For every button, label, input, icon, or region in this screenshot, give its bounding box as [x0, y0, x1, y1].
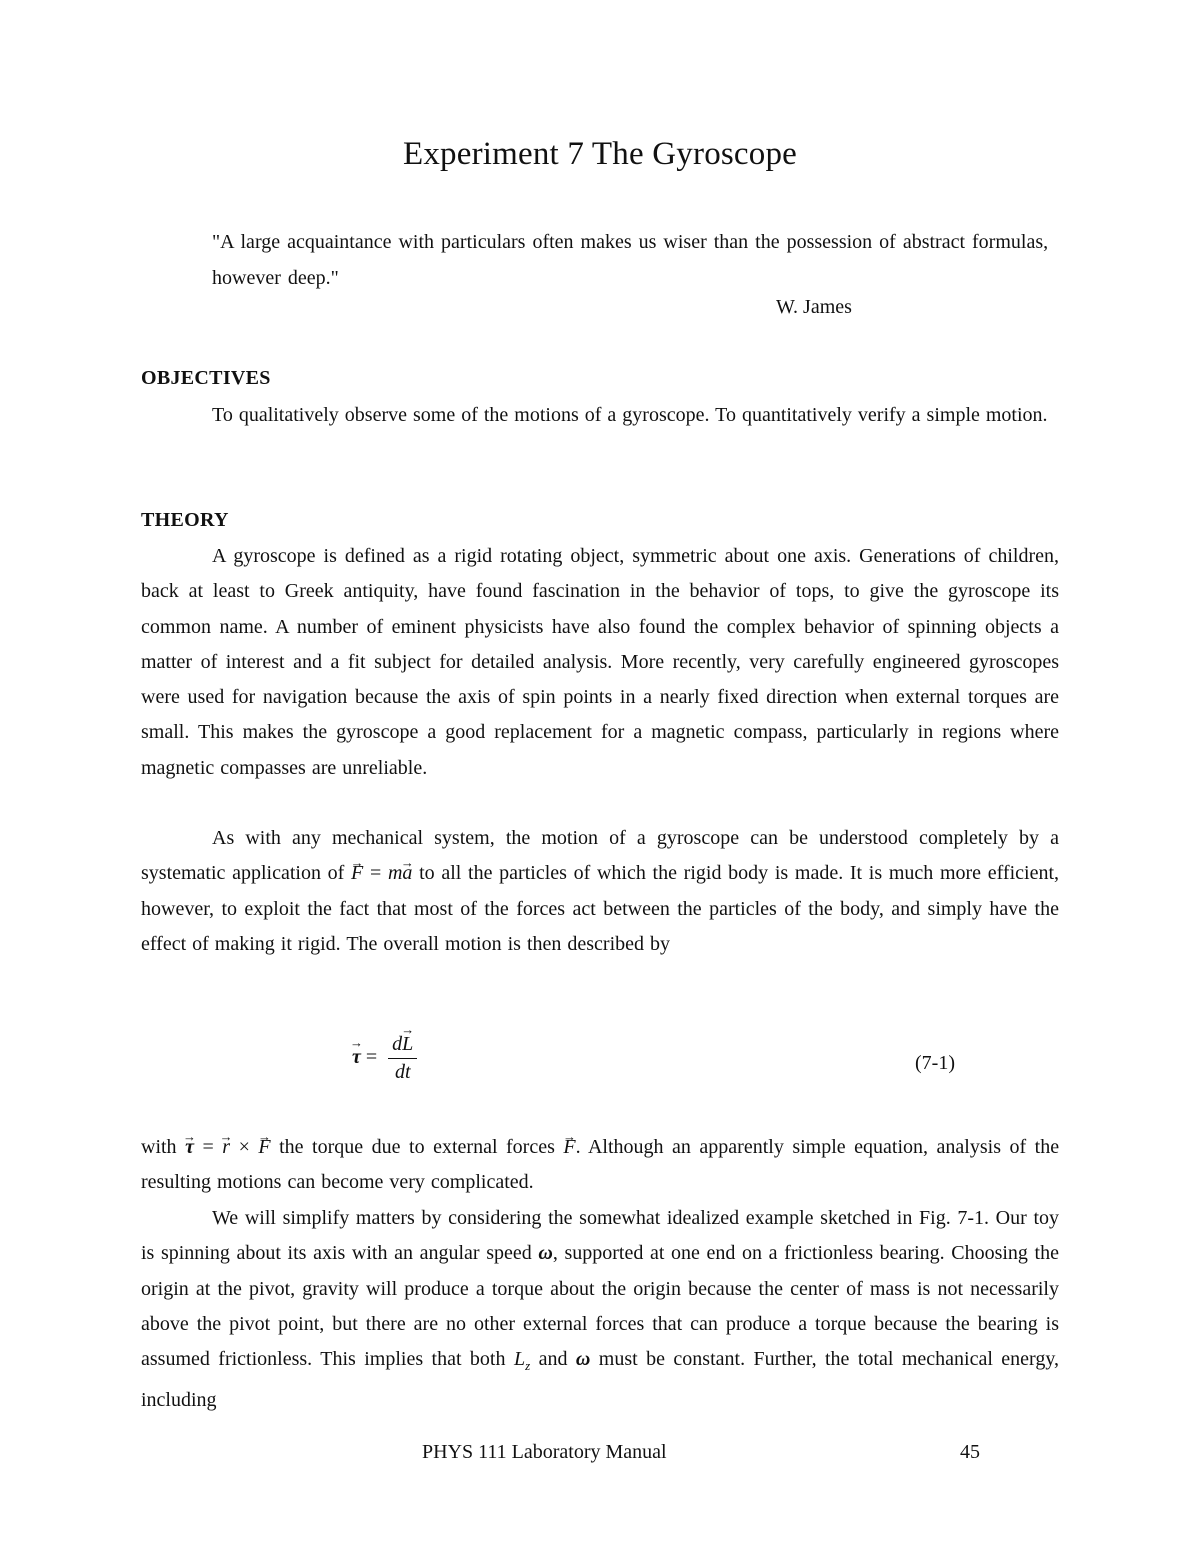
page-title: Experiment 7 The Gyroscope [402, 136, 798, 172]
theory-paragraph-1 [141, 539, 1059, 786]
torque-equals: = [202, 1136, 214, 1158]
objectives-text: To qualitatively observe some of the motions of a gyroscope. To quantitatively verify a simple motion. [212, 404, 1048, 426]
epigraph-author: W. James [776, 296, 852, 318]
equation-equals: = [365, 1046, 378, 1069]
derivative-fraction [388, 1033, 417, 1084]
omega-symbol-2: ω [575, 1348, 591, 1371]
external-force-vector: → F [563, 1130, 575, 1165]
fraction-numerator [388, 1033, 417, 1059]
theory-paragraph-3 [141, 1130, 1059, 1201]
theory-paragraph-2 [141, 821, 1059, 962]
theory-p2-text-a: As with any mechanical system, the motion of a gyroscope can be understood completely by a systematic application of [141, 827, 1059, 885]
cross-product-sign: × [238, 1136, 250, 1158]
objectives-paragraph [141, 398, 1059, 433]
theory-p3-text-b: the torque due to external forces [279, 1136, 555, 1158]
newton-law-formula [351, 862, 419, 884]
torque-vector: → τ [352, 1046, 361, 1069]
theory-p4-text-d: must be constant. Further, the total mechanical energy, including [141, 1348, 1060, 1412]
footer-page-number: 45 [960, 1441, 980, 1463]
acceleration-vector: → a [402, 856, 412, 891]
lz-symbol [513, 1348, 531, 1374]
theory-p3-text-a: with [141, 1136, 177, 1158]
differential-d: d [392, 1033, 403, 1055]
fraction-denominator: dt [394, 1061, 411, 1083]
theory-heading: THEORY [141, 509, 229, 531]
theory-p2-text-b: to all the particles of which the rigid body is made. It is much more efficient, however, to exploit the fact that most of the forces act between the particles of the body, and simply have the effect of making it rigid. The overall motion is then described by [141, 862, 1060, 955]
equation-number: (7-1) [915, 1052, 955, 1074]
lz-subscript: z [525, 1358, 531, 1374]
torque-vector-inline: → τ [185, 1130, 194, 1165]
objectives-heading: OBJECTIVES [141, 367, 271, 389]
force-vector: → F [351, 856, 363, 891]
theory-p4-text-c: and [538, 1348, 568, 1371]
mass-symbol: m [387, 862, 403, 885]
equals-sign: = [369, 862, 382, 885]
theory-p4-text-a: We will simplify matters by considering the somewhat idealized example sketched in Fig. 7-1. Our toy is spinning about its axis with an angular speed [141, 1207, 1059, 1265]
angular-momentum-vector: → L [402, 1033, 413, 1056]
theory-paragraph-4 [141, 1201, 1059, 1419]
equation-7-1 [352, 1033, 417, 1084]
theory-p1-text: A gyroscope is defined as a rigid rotating object, symmetric about one axis. Generations of children, back at least to Greek antiquity, have found fascination in the behavior of tops, to give the gyroscope its common name. A number of eminent physicists have also found the complex behavior of spinning objects a matter of interest and a fit subject for detailed analysis. More recently, very carefully engineered gyroscopes were used for navigation because the axis of spin points in a nearly fixed direction when external torques are small. This makes the gyroscope a good replacement for a magnetic compass, particularly in regions where magnetic compasses are unreliable. [141, 545, 1059, 779]
epigraph-quote: "A large acquaintance with particulars often makes us wiser than the possession of abstract formulas, however deep." [212, 231, 1049, 289]
position-vector: → r [222, 1130, 230, 1165]
omega-symbol: ω [538, 1242, 553, 1265]
theory-p3-text-c: . Although an apparently simple equation, analysis of the resulting motions can become very complicated. [141, 1136, 1060, 1194]
lz-base: L [513, 1348, 526, 1371]
footer-manual-title: PHYS 111 Laboratory Manual [422, 1441, 667, 1463]
theory-p4-text-b: , supported at one end on a frictionless bearing. Choosing the origin at the pivot, gravity will produce a torque about the origin because the center of mass is not necessarily above the pivot point, but there are no other external forces that can produce a torque because the bearing is assumed frictionless. This implies that both [141, 1242, 1059, 1371]
force-vector-inline: → F [258, 1130, 270, 1165]
torque-definition-formula [185, 1136, 279, 1158]
